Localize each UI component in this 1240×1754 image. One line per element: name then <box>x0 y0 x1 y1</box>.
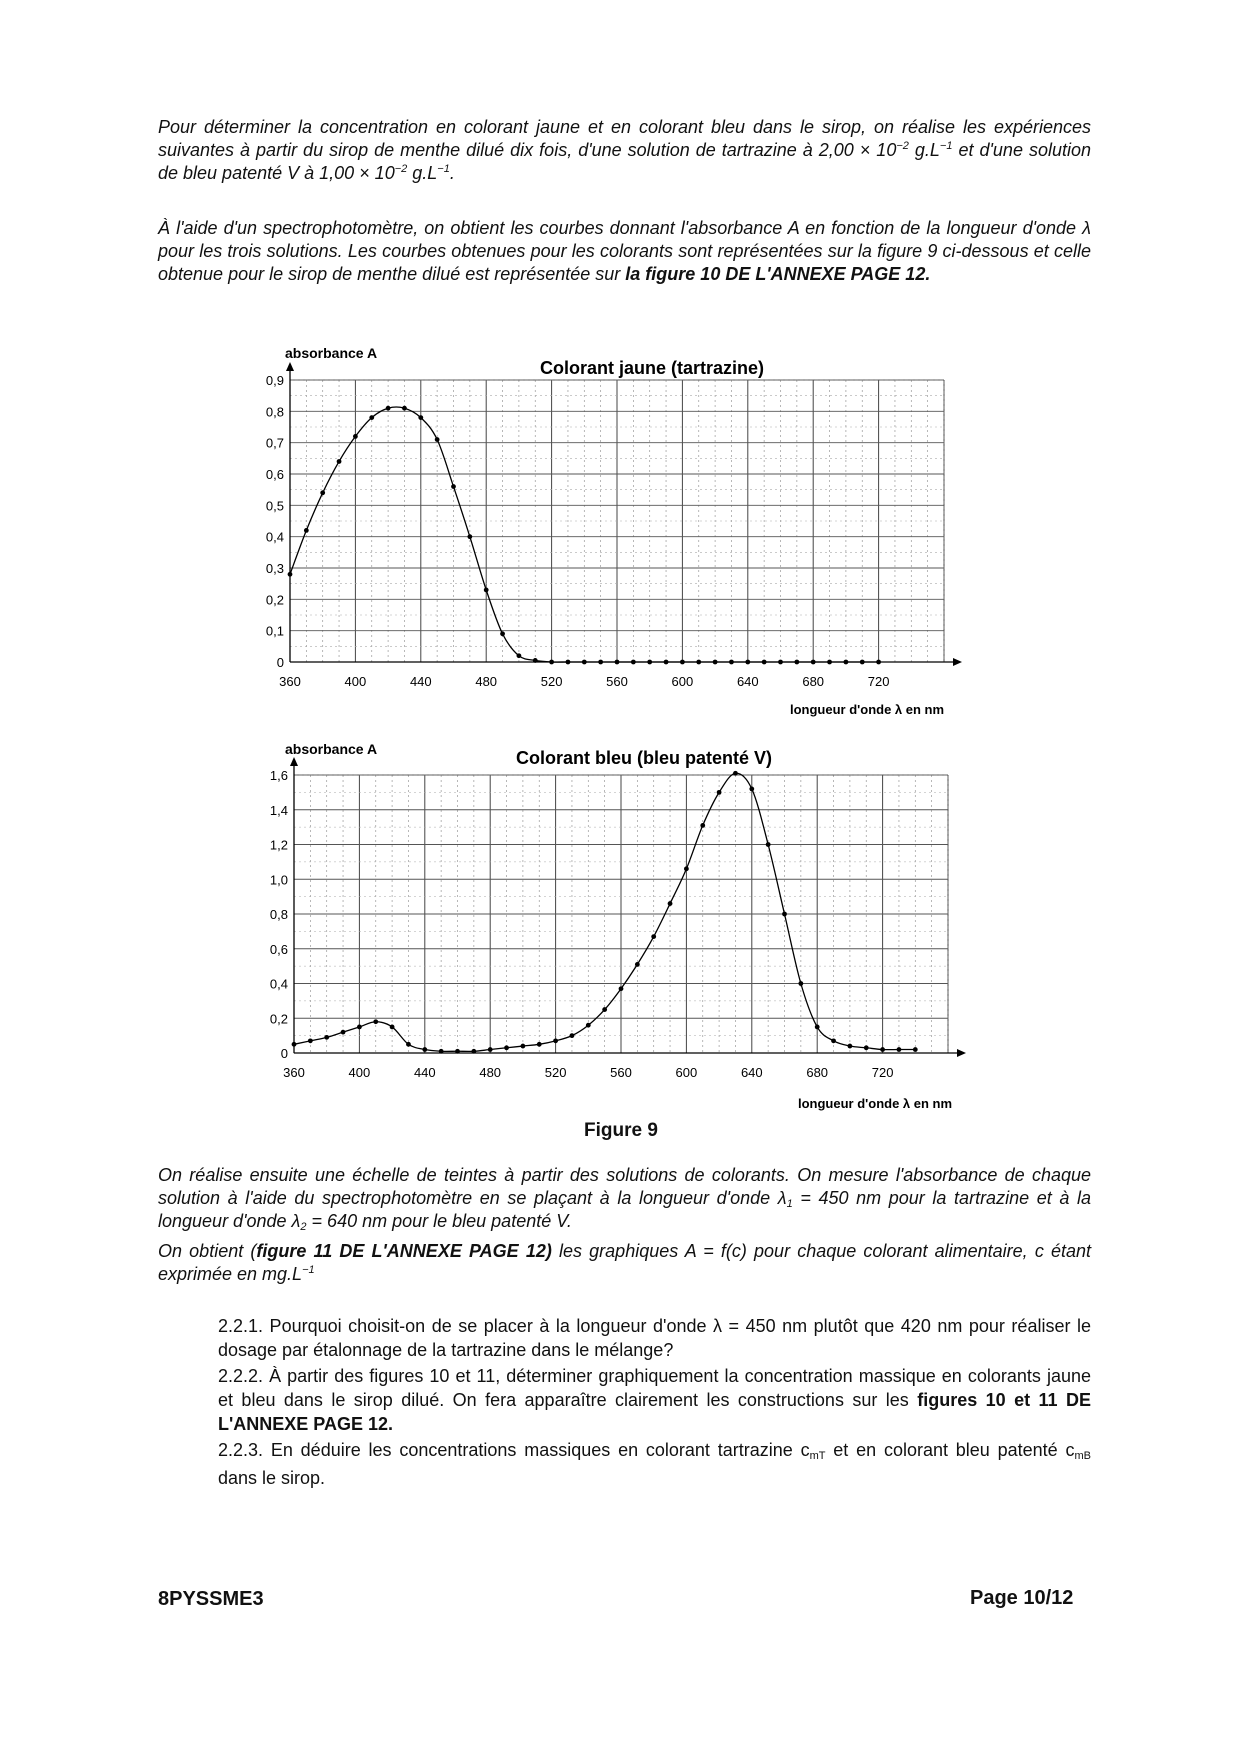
data-point <box>582 660 587 665</box>
data-point <box>373 1019 378 1024</box>
data-point <box>369 415 374 420</box>
data-point <box>439 1049 444 1054</box>
exam-code: 8PYSSME3 <box>158 1588 264 1610</box>
x-tick-label: 360 <box>283 1065 305 1080</box>
data-point <box>353 434 358 439</box>
y-tick-label: 0,9 <box>265 373 284 388</box>
x-tick-label: 600 <box>671 674 694 689</box>
data-point <box>418 415 423 420</box>
x-tick-label: 560 <box>610 1065 632 1080</box>
data-point <box>402 406 407 411</box>
data-point <box>897 1047 902 1052</box>
data-point <box>631 660 636 665</box>
data-point <box>304 528 309 533</box>
data-point <box>341 1030 346 1035</box>
data-point <box>860 660 865 665</box>
y-tick-label: 0,8 <box>269 907 288 922</box>
y-axis-label: absorbance A <box>285 345 378 361</box>
x-tick-label: 520 <box>544 1065 567 1080</box>
data-point <box>320 490 325 495</box>
x-tick-label: 480 <box>479 1065 502 1080</box>
data-point <box>762 660 767 665</box>
data-point <box>357 1025 362 1030</box>
data-point <box>717 790 722 795</box>
y-tick-label: 0,6 <box>265 467 284 482</box>
data-point <box>668 901 673 906</box>
data-point <box>864 1045 869 1050</box>
data-point <box>700 823 705 828</box>
data-point <box>696 660 701 665</box>
data-point <box>876 660 881 665</box>
page-number: Page 10/12 <box>970 1587 1074 1609</box>
y-axis-arrow <box>290 757 298 766</box>
x-tick-label: 640 <box>736 674 759 689</box>
data-point <box>729 660 734 665</box>
data-point <box>680 660 685 665</box>
intro-paragraph-2: À l'aide d'un spectrophotomètre, on obtient les courbes donnant l'absorbance A en fonction de la longueur d'onde λ pour les trois solutions. Les courbes obtenues pour les colorants sont représentées sur la figure 9 ci-dessous et celle obtenue pour le sirop de menthe dilué est représentée sur la figure 10 DE L'ANNEXE PAGE 12. <box>158 218 1091 284</box>
x-tick-label: 360 <box>279 674 301 689</box>
x-tick-label: 520 <box>540 674 563 689</box>
x-axis-arrow <box>953 658 962 666</box>
data-point <box>713 660 718 665</box>
after-paragraph-2: On obtient (figure 11 DE L'ANNEXE PAGE 12) les graphiques A = f(c) pour chaque colorant alimentaire, c étant exprimée en $mg.L^{-1}$ <box>158 1241 1092 1284</box>
x-tick-label: 680 <box>806 1065 829 1080</box>
y-tick-label: 1,6 <box>269 768 288 783</box>
data-point <box>619 986 624 991</box>
data-point <box>766 842 771 847</box>
data-point <box>811 660 816 665</box>
y-tick-label: 1,2 <box>269 837 288 853</box>
x-tick-label: 720 <box>871 1065 894 1080</box>
x-tick-label: 400 <box>348 1065 371 1080</box>
y-tick-label: 0,4 <box>269 976 288 992</box>
data-point <box>733 771 738 776</box>
chart-axes <box>290 757 966 1057</box>
data-point <box>422 1047 427 1052</box>
tartrazine-absorbance-chart <box>0 0 1240 730</box>
data-point <box>292 1042 297 1047</box>
data-point <box>798 981 803 986</box>
intro-paragraph-1: Pour déterminer la concentration en colorant jaune et en colorant bleu dans le sirop, on réalise les expériences suivantes à partir du sirop de menthe dilué dix fois, d'une solution de tartrazine à $2,00 \times 10^{-2}$ $g.L^{-1}$ et d'une solution de bleu patenté V à $1,00 \times 10^{-2}$ $g.L^{-1}$. <box>158 117 1091 183</box>
data-point <box>390 1025 395 1030</box>
after-paragraph-1: On réalise ensuite une échelle de teintes à partir des solutions de colorants. On mesure l'absorbance de chaque solution à l'aide du spectrophotomètre en se plaçant à la longueur d'onde $\lambda_1 = 450$ nm pour la tartrazine et à la longueur d'onde $\lambda_2 = 640$ nm pour le bleu patenté V. <box>158 1165 1091 1233</box>
data-point <box>553 1038 558 1043</box>
question-2-2-1: 2.2.1. Pourquoi choisit-on de se placer à la longueur d'onde λ = 450 nm plutôt que 420 nm pour réaliser le dosage par étalonnage de la tartrazine dans le mélange? <box>218 1316 1091 1360</box>
data-point <box>651 934 656 939</box>
x-axis-label: longueur d'onde λ en nm <box>798 1096 953 1111</box>
data-point <box>288 572 293 577</box>
data-point <box>782 912 787 917</box>
data-point <box>504 1045 509 1050</box>
data-point <box>602 1007 607 1012</box>
data-point <box>664 660 669 665</box>
data-point <box>455 1049 460 1054</box>
x-tick-label: 680 <box>802 674 825 689</box>
y-tick-label: 0,8 <box>265 404 284 420</box>
y-tick-label: 1,4 <box>269 802 288 818</box>
data-point <box>386 406 391 411</box>
y-axis-label: absorbance A <box>285 741 378 757</box>
x-tick-label: 400 <box>344 674 367 689</box>
data-point <box>337 459 342 464</box>
y-tick-label: 0,4 <box>265 529 284 545</box>
data-point <box>844 660 849 665</box>
y-tick-label: 0 <box>280 1046 288 1061</box>
chart-grid <box>294 775 948 1053</box>
data-point <box>635 962 640 967</box>
data-point <box>533 658 538 663</box>
x-tick-label: 640 <box>740 1065 763 1080</box>
data-point <box>488 1047 493 1052</box>
data-point <box>598 660 603 665</box>
question-2-2-2: 2.2.2. À partir des figures 10 et 11, déterminer graphiquement la concentration massique en colorants jaune et bleu dans le sirop dilué. On fera apparaître clairement les constructions sur les figures 10 et 11 DE L'ANNEXE PAGE 12. <box>218 1366 1091 1434</box>
y-tick-label: 0,2 <box>269 1011 288 1027</box>
x-tick-label: 440 <box>409 674 432 689</box>
data-point <box>451 484 456 489</box>
y-tick-label: 0,2 <box>265 592 284 608</box>
x-tick-label: 560 <box>606 674 628 689</box>
data-point <box>537 1042 542 1047</box>
data-point <box>517 653 522 658</box>
data-point <box>745 660 750 665</box>
y-tick-label: 0,1 <box>265 623 284 639</box>
data-point <box>615 660 620 665</box>
data-point <box>913 1047 918 1052</box>
figure-caption: Figure 9 <box>584 1120 658 1141</box>
data-point <box>749 787 754 792</box>
data-point <box>500 631 505 636</box>
data-point <box>794 660 799 665</box>
question-2-2-3: 2.2.3. En déduire les concentrations massiques en colorant tartrazine $c_{mT}$ et en colorant bleu patenté $c_{mB}$ dans le sirop. <box>218 1440 1091 1488</box>
data-point <box>831 1038 836 1043</box>
bleu-patente-absorbance-chart <box>0 730 1240 1120</box>
y-tick-label: 1,0 <box>269 872 288 888</box>
x-tick-label: 720 <box>867 674 890 689</box>
data-point <box>521 1044 526 1049</box>
data-point <box>308 1038 313 1043</box>
y-tick-label: 0,3 <box>265 561 284 576</box>
data-point <box>406 1042 411 1047</box>
chart-title: Colorant jaune (tartrazine) <box>540 358 765 378</box>
x-axis-arrow <box>957 1049 966 1057</box>
data-point <box>566 660 571 665</box>
data-point <box>684 866 689 871</box>
x-tick-label: 480 <box>475 674 498 689</box>
x-tick-label: 600 <box>675 1065 698 1080</box>
x-axis-label: longueur d'onde λ en nm <box>790 702 945 717</box>
data-point <box>549 660 554 665</box>
data-point <box>848 1044 853 1049</box>
y-tick-label: 0,6 <box>269 941 288 957</box>
data-point <box>467 534 472 539</box>
data-point <box>647 660 652 665</box>
y-tick-label: 0,7 <box>265 435 284 451</box>
data-point <box>880 1047 885 1052</box>
data-point <box>778 660 783 665</box>
data-point <box>586 1023 591 1028</box>
data-point <box>827 660 832 665</box>
data-point <box>471 1049 476 1054</box>
chart-title: Colorant bleu (bleu patenté V) <box>516 748 773 768</box>
data-point <box>435 437 440 442</box>
y-tick-label: 0 <box>276 655 284 670</box>
y-tick-label: 0,5 <box>265 498 284 514</box>
data-point <box>815 1025 820 1030</box>
data-point <box>570 1033 575 1038</box>
y-axis-arrow <box>286 362 294 371</box>
x-tick-label: 440 <box>413 1065 436 1080</box>
data-point <box>324 1035 329 1040</box>
chart-grid <box>290 380 944 662</box>
data-point <box>484 588 489 593</box>
